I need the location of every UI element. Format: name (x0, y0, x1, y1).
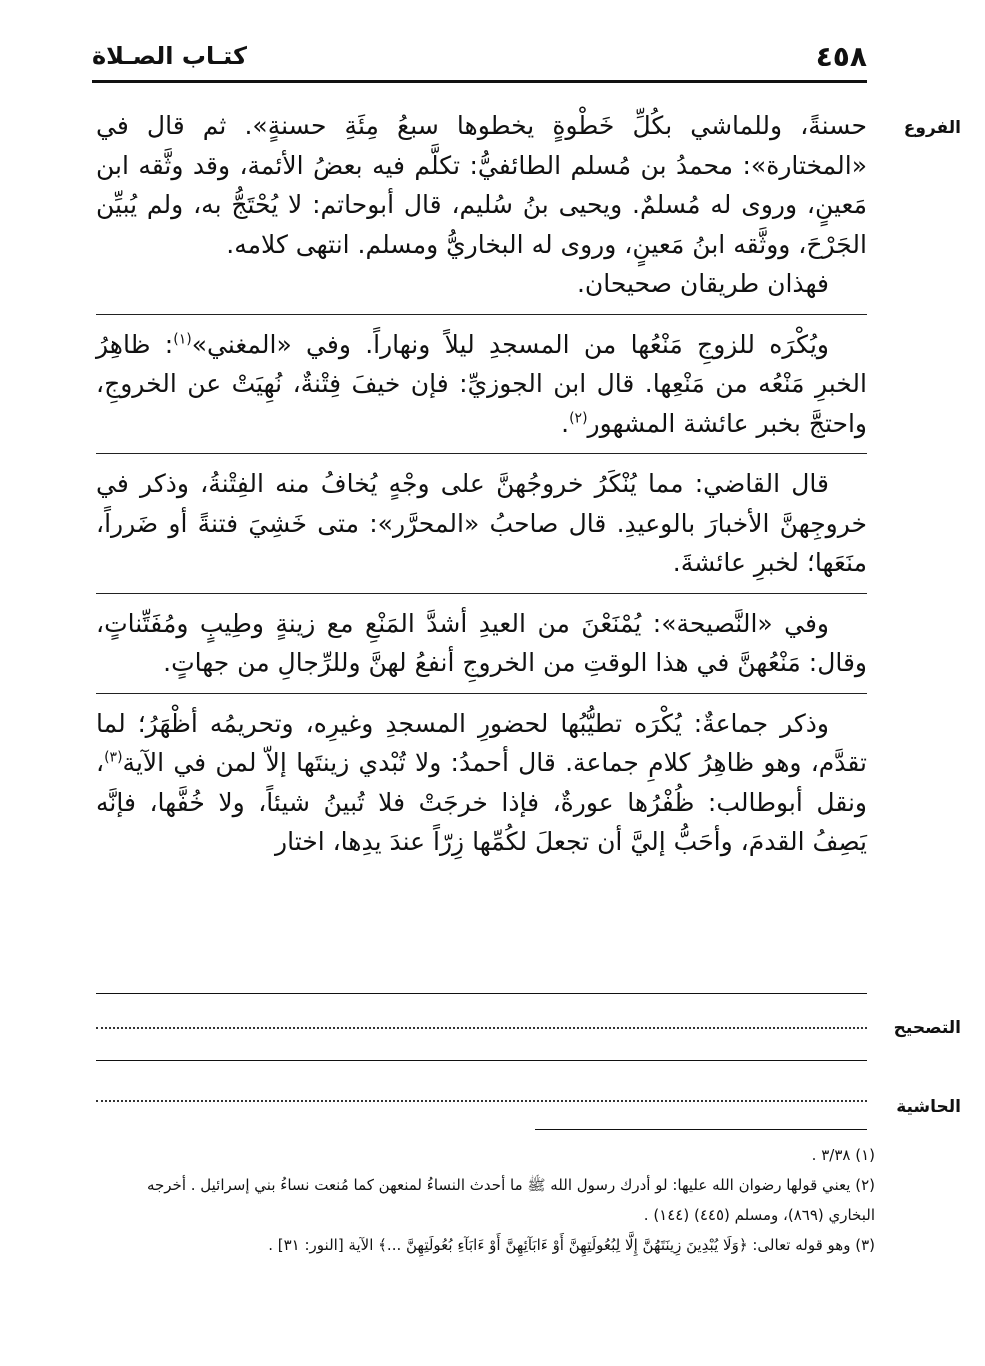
tashih-dotted-line (96, 1027, 867, 1029)
text-end-rule (96, 993, 867, 994)
paragraph: وفي «النَّصيحة»: يُمْنَعْنَ من العيدِ أشدَّ المَنْعِ مع زينةٍ وطِيبٍ ومُفَتِّناتٍ، وقال: مَنْعُهنَّ في هذا الوقتِ من الخروجِ أنفعُ لهنَّ وللرِّجالِ من جهاتٍ. (96, 608, 867, 677)
section-rule (96, 1060, 867, 1061)
paragraph: قال القاضي: مما يُنْكَرُ خروجُهنَّ على وجْهٍ يُخافُ منه الفِتْنةُ، وذكر في خروجِهنَّ الأخبارَ بالوعيدِ. قال صاحبُ «المحرَّر»: متى خَشِيَ فتنةً أو ضَرراً، منَعَها؛ لخبرِ عائشةَ. (96, 469, 867, 577)
hashiya-dotted-line (96, 1100, 867, 1102)
footnote-2-continued: البخاري (٨٦٩)، ومسلم (٤٤٥) (١٤٤) . (643, 1206, 875, 1224)
footnote-3: (٣) وهو قوله تعالى: ﴿وَلَا يُبْدِينَ زِينَتَهُنَّ إِلَّا لِبُعُولَتِهِنَّ أَوْ ءَابَآئِهِنَّ أَوْ ءَابَآءِ بُعُولَتِهِنَّ ...﴾ الآية [النور: ٣١] . (268, 1236, 875, 1254)
footnote-1: (١) ٣/٣٨ . (811, 1146, 875, 1164)
footnote-marker: (١) (173, 331, 192, 348)
paragraph-text: وذكر جماعةٌ: يُكْرَه تطيُّبُها لحضورِ المسجدِ وغيرِه، وتحريمُه أظْهَرُ؛ لما تقدَّم، وهو ظاهِرُ كلامِ جماعة. قال أحمدُ: ولا تُبْدي زينتَها إلاّ لمن في الآية (96, 708, 867, 777)
running-title: كتـاب الصـلاة (92, 42, 247, 70)
section-divider (96, 693, 867, 694)
side-label-hashiya: الحاشية (896, 1097, 961, 1117)
paragraph: ويُكْرَه للزوجِ مَنْعُها من المسجدِ ليلاً ونهاراً. وفي «المغني»$^{(١)}$: ظاهِرُ الخبرِ مَنْعُه من مَنْعِها. قال ابن الجوزيِّ: فإن خيفَ فِتْنةٌ، نُهِيَتْ عن الخروجِ، واحتجَّ بخبر عائشة المشهور$^{(٢)}$. (96, 329, 867, 438)
footnote-marker: (٣) (104, 749, 123, 766)
paragraph-text: ، ونقل أبوطالب: ظُفْرُها عورةٌ، فإذا خرجَتْ فلا تُبينُ شيئاً، ولا خُفَّها، فإنَّه يَصِفُ القدمَ، وأحَبُّ إليَّ أن تجعلَ لكُمِّها زِرّاً عندَ يدِها، اختار (96, 748, 867, 856)
paragraph: حسنةً، وللماشي بكُلِّ خَطْوةٍ يخطوها سبعُ مِئَةِ حسنةٍ». ثم قال في «المختارة»: محمدُ بن مُسلم الطائفيُّ: تكلَّم فيه بعضُ الأئمة، وقد وثَّقه ابن مَعينٍ، وروى له مُسلمٌ. ويحيى بنُ سُليم، قال أبوحاتم: لا يُحْتَجُّ به، ولم يُبيِّن الجَرْحَ، ووثَّقه ابنُ مَعينٍ، وروى له البخاريُّ ومسلم. انتهى كلامه. (96, 111, 867, 259)
page-header (92, 40, 867, 80)
paragraph-text: : ظاهِرُ الخبرِ مَنْعُه من مَنْعِها. قال ابن الجوزيِّ: فإن خيفَ فِتْنةٌ، نُهِيَتْ عن الخروجِ، واحتجَّ بخبر عائشة المشهور (96, 329, 867, 438)
paragraph-text: ويُكْرَه للزوجِ مَنْعُها من المسجدِ ليلاً ونهاراً. وفي «المغني» (191, 329, 829, 359)
footnotes (96, 1140, 875, 1260)
footnote-marker: (٢) (569, 410, 588, 427)
side-label-tashih: التصحيح (893, 1018, 961, 1038)
paragraph (96, 704, 867, 862)
section-divider (96, 593, 867, 594)
side-label-furu: الفروع (903, 118, 961, 138)
paragraph: فهذان طريقان صحيحان. (576, 269, 829, 298)
main-text (96, 106, 867, 862)
section-divider (96, 314, 867, 315)
footnote-2: (٢) يعني قولها رضوان الله عليها: لو أدرك رسول الله ﷺ ما أحدث النساءُ لمنعهن كما مُنعت نساءُ بني إسرائيل . أخرجه (146, 1176, 875, 1194)
footnote-rule (535, 1129, 867, 1130)
header-rule (92, 80, 867, 83)
page-number: ٤٥٨ (815, 40, 867, 73)
section-divider (96, 453, 867, 454)
